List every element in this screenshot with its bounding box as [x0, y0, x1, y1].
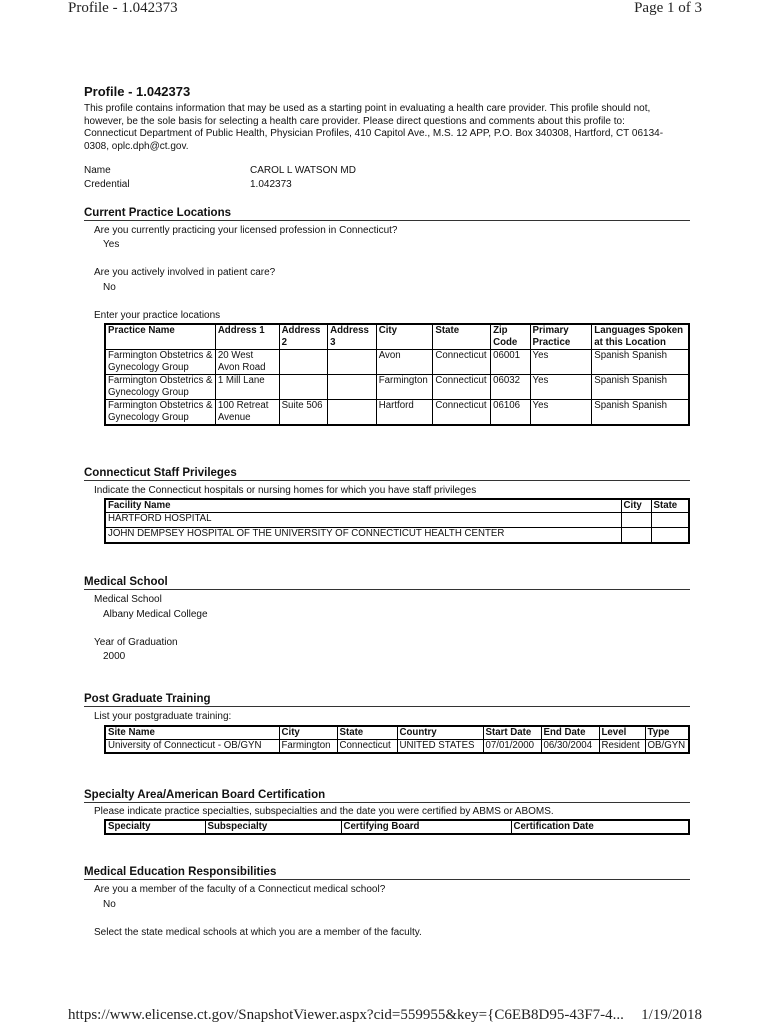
- locations-instruction: Enter your practice locations: [94, 310, 221, 321]
- col-state: State: [337, 726, 397, 740]
- cell: UNITED STATES: [397, 740, 483, 754]
- col-specialty: Specialty: [105, 820, 205, 834]
- cell: 1 Mill Lane: [215, 375, 279, 400]
- table-header-row: [105, 726, 689, 740]
- postgrad-heading: Post Graduate Training: [84, 693, 690, 707]
- practice-heading: Current Practice Locations: [84, 207, 690, 221]
- postgrad-instruction: List your postgraduate training:: [94, 711, 232, 722]
- col-country: Country: [397, 726, 483, 740]
- footer-date: 1/19/2018: [641, 1007, 702, 1023]
- cell: JOHN DEMPSEY HOSPITAL OF THE UNIVERSITY OF CONNECTICUT HEALTH CENTER: [105, 528, 621, 543]
- col-address-3: Address 3: [328, 324, 377, 350]
- credential-value: 1.042373: [250, 179, 292, 190]
- cell: [651, 513, 689, 528]
- footer-url: https://www.elicense.ct.gov/SnapshotViewer.aspx?cid=559955&key={C6EB8D95-43F7-4...: [68, 1007, 624, 1023]
- page-number: Page 1 of 3: [634, 0, 702, 16]
- medical-school-label: Medical School: [94, 594, 162, 605]
- cell: 06/30/2004: [541, 740, 599, 754]
- graduation-year-value: 2000: [103, 651, 126, 662]
- table-header-row: [105, 324, 689, 350]
- cell: [621, 513, 651, 528]
- faculty-schools-instruction: Select the state medical schools at which you are a member of the faculty.: [94, 927, 422, 938]
- col-languages: Languages Spoken at this Location: [592, 324, 689, 350]
- cell: Connecticut: [337, 740, 397, 754]
- col-city: City: [279, 726, 337, 740]
- table-row: [105, 400, 689, 426]
- profile-document: [84, 84, 690, 938]
- profile-intro: This profile contains information that may be used as a starting point in evaluating a health care provider. This profile should not, however, be the sole basis for selecting a health care provider. Please direct questions and comments about this profile to: Connecticut Department of Public Health, Physician Profiles, 410 Capitol Ave., M.S. 12 APP, P.O. Box 340308, Hartford, CT 06134-0308, oplc.dph@ct.gov.: [84, 103, 664, 152]
- col-state: State: [651, 499, 689, 513]
- cell: [621, 528, 651, 543]
- cell: 06001: [491, 350, 530, 375]
- table-header-row: [105, 820, 689, 834]
- identity-block: [84, 165, 690, 191]
- col-start-date: Start Date: [483, 726, 541, 740]
- cell: Avon: [376, 350, 433, 375]
- cell: Connecticut: [433, 400, 491, 426]
- col-address-2: Address 2: [279, 324, 328, 350]
- table-row: [105, 513, 689, 528]
- faculty-answer: No: [103, 899, 116, 910]
- name-label: Name: [84, 165, 111, 176]
- cell: Yes: [530, 400, 592, 426]
- specialty-instruction: Please indicate practice specialties, subspecialties and the date you were certified by ABMS or ABOMS.: [94, 806, 554, 817]
- table-row: [105, 528, 689, 543]
- col-practice-name: Practice Name: [105, 324, 215, 350]
- specialty-heading: Specialty Area/American Board Certification: [84, 789, 690, 803]
- cell: 20 West Avon Road: [215, 350, 279, 375]
- col-certifying-board: Certifying Board: [341, 820, 511, 834]
- cell: OB/GYN: [645, 740, 689, 754]
- cell: Spanish Spanish: [592, 350, 689, 375]
- col-facility-name: Facility Name: [105, 499, 621, 513]
- staff-privileges-table: [104, 498, 690, 544]
- cell: [328, 400, 377, 426]
- table-row: [105, 740, 689, 754]
- practicing-answer: Yes: [103, 239, 120, 250]
- practicing-question: Are you currently practicing your licensed profession in Connecticut?: [94, 225, 398, 236]
- col-level: Level: [599, 726, 645, 740]
- col-primary: Primary Practice: [530, 324, 592, 350]
- col-end-date: End Date: [541, 726, 599, 740]
- name-value: CAROL L WATSON MD: [250, 165, 356, 176]
- cell: [651, 528, 689, 543]
- cell: [279, 350, 328, 375]
- medical-school-value: Albany Medical College: [103, 609, 208, 620]
- graduation-year-label: Year of Graduation: [94, 637, 178, 648]
- cell: 06106: [491, 400, 530, 426]
- col-type: Type: [645, 726, 689, 740]
- cell: Farmington Obstetrics & Gynecology Group: [105, 400, 215, 426]
- cell: Connecticut: [433, 350, 491, 375]
- table-row: [105, 375, 689, 400]
- medical-school-heading: Medical School: [84, 576, 690, 590]
- cell: Farmington: [376, 375, 433, 400]
- col-city: City: [621, 499, 651, 513]
- cell: Suite 506: [279, 400, 328, 426]
- patient-care-question: Are you actively involved in patient care?: [94, 267, 276, 278]
- faculty-question: Are you a member of the faculty of a Connecticut medical school?: [94, 884, 386, 895]
- col-city: City: [376, 324, 433, 350]
- col-state: State: [433, 324, 491, 350]
- credential-label: Credential: [84, 179, 130, 190]
- privileges-heading: Connecticut Staff Privileges: [84, 467, 690, 481]
- cell: Connecticut: [433, 375, 491, 400]
- privileges-instruction: Indicate the Connecticut hospitals or nursing homes for which you have staff privileges: [94, 485, 477, 496]
- cell: University of Connecticut - OB/GYN: [105, 740, 279, 754]
- col-certification-date: Certification Date: [511, 820, 689, 834]
- cell: Farmington Obstetrics & Gynecology Group: [105, 375, 215, 400]
- education-heading: Medical Education Responsibilities: [84, 866, 690, 880]
- col-zip: Zip Code: [491, 324, 530, 350]
- cell: Yes: [530, 350, 592, 375]
- practice-locations-table: [104, 323, 690, 426]
- cell: 07/01/2000: [483, 740, 541, 754]
- col-site-name: Site Name: [105, 726, 279, 740]
- cell: HARTFORD HOSPITAL: [105, 513, 621, 528]
- col-address-1: Address 1: [215, 324, 279, 350]
- cell: [328, 350, 377, 375]
- table-header-row: [105, 499, 689, 513]
- cell: Spanish Spanish: [592, 400, 689, 426]
- cell: Spanish Spanish: [592, 375, 689, 400]
- page-header-title: Profile - 1.042373: [68, 0, 178, 16]
- postgrad-table: [104, 725, 690, 754]
- cell: Farmington Obstetrics & Gynecology Group: [105, 350, 215, 375]
- table-row: [105, 350, 689, 375]
- cell: Farmington: [279, 740, 337, 754]
- col-subspecialty: Subspecialty: [205, 820, 341, 834]
- specialty-table: [104, 819, 690, 835]
- cell: [279, 375, 328, 400]
- patient-care-answer: No: [103, 282, 116, 293]
- cell: 100 Retreat Avenue: [215, 400, 279, 426]
- profile-title: Profile - 1.042373: [84, 84, 191, 99]
- cell: Resident: [599, 740, 645, 754]
- cell: 06032: [491, 375, 530, 400]
- cell: [328, 375, 377, 400]
- cell: Hartford: [376, 400, 433, 426]
- cell: Yes: [530, 375, 592, 400]
